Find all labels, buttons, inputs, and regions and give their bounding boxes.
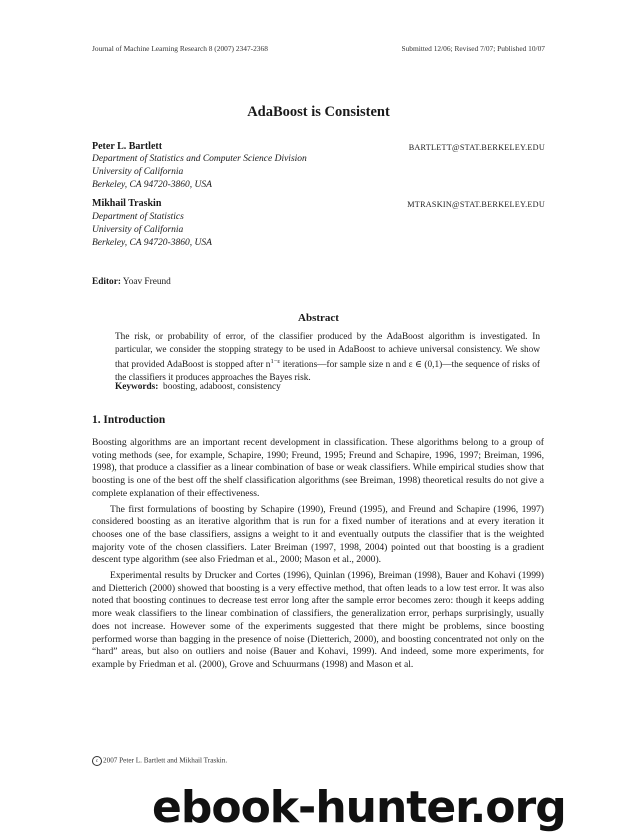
keywords-list: boosting, adaboost, consistency: [163, 382, 281, 392]
author-email-2: MTRASKIN@STAT.BERKELEY.EDU: [407, 200, 545, 209]
affiliation-line: Berkeley, CA 94720-3860, USA: [92, 180, 212, 190]
body-paragraph: Experimental results by Drucker and Cortes (1996), Quinlan (1996), Breiman (1998), Bauer and Kohavi (1999) and Dietterich (2000) showed that boosting is a very effective method, that often leads to a low test error. It was also noted that boosting continues to decrease test error long after the sample error becomes zero: though it keeps adding more weak classifiers to the linear combination of classifiers, the generalization error, perhaps surprisingly, usually does not increase. However some of the experiments suggested that there might be problems, since boosting performed worse than bagging in the presence of noise (Dietterich, 2000), and boosting concentrated not only on the “hard” areas, but also on outliers and noise (Bauer and Kohavi, 1999). And indeed, some more experiments, for example by Friedman et al. (2000), Grove and Schuurmans (1998) and Mason et al.: [92, 570, 544, 670]
author-name-1: Peter L. Bartlett: [92, 141, 163, 152]
body-paragraph: The first formulations of boosting by Schapire (1990), Freund (1995), and Freund and Schapire (1996, 1997) considered boosting as an iterative algorithm that is run for a fixed number of iterations and at every iteration it chooses one of the base classifiers, assigns a weight to it and eventually outputs the classifier that is the weighted majority vote of the chosen classifiers. Later Breiman (1997, 1998, 2004) pointed out that boosting is a gradient descent type algorithm (see also Friedman et al., 2000; Mason et al., 2000).: [92, 503, 544, 566]
affiliation-line: University of California: [92, 225, 184, 235]
affiliation-line: University of California: [92, 167, 184, 177]
author-email-1: BARTLETT@STAT.BERKELEY.EDU: [408, 143, 545, 152]
editor-label: Editor:: [92, 277, 121, 287]
author-affiliation-2: [92, 211, 212, 250]
editor-line: [92, 277, 171, 287]
watermark-text: ebook-hunter.org: [152, 782, 566, 833]
keywords-label: Keywords:: [115, 382, 159, 392]
abstract-text-part: The risk, or probability of error, of the classifier produced by the AdaBoost algorithm is investigated. In particular, we consider the stopping strategy to be used in AdaBoost to achieve universal consistency. We show that provided AdaBoost is stopped after n: [115, 332, 540, 371]
keywords-line: [115, 382, 281, 392]
body-paragraph: Boosting algorithms are an important recent development in classification. These algorithms belong to a group of voting methods (see, for example, Schapire, 1990; Freund, 1995; Freund and Schapire, 1996, 1997; Breiman, 1996, 1998), that produce a classifier as a linear combination of base or weak classifiers. While empirical studies show that boosting is one of the best off the shelf classification algorithms (see Breiman, 1998) theoretical results do not give a complete explanation of their effectiveness.: [92, 437, 544, 499]
author-name-2: Mikhail Traskin: [92, 198, 162, 209]
paper-title: AdaBoost is Consistent: [247, 104, 390, 120]
copyright-text: 2007 Peter L. Bartlett and Mikhail Traskin.: [103, 756, 228, 765]
affiliation-line: Department of Statistics: [92, 212, 184, 222]
section-body: [92, 437, 544, 672]
abstract-exponent: 1−ε: [270, 358, 281, 366]
journal-header: Journal of Machine Learning Research 8 (2007) 2347-2368: [92, 44, 268, 53]
affiliation-line: Department of Statistics and Computer Science Division: [92, 154, 307, 164]
abstract-text: [115, 331, 540, 384]
section-heading: 1. Introduction: [92, 414, 166, 426]
submission-dates: Submitted 12/06; Revised 7/07; Published 10/07: [401, 44, 545, 53]
affiliation-line: Berkeley, CA 94720-3860, USA: [92, 238, 212, 248]
abstract-heading: Abstract: [298, 312, 339, 324]
editor-name: Yoav Freund: [122, 277, 171, 287]
copyright-icon: c: [92, 756, 102, 766]
abstract-text-part: iterations—for sample size n and ε ∈ (0,1)—the sequence of risks of the classifiers it produces approaches the Bayes risk.: [115, 360, 541, 383]
copyright-footer: [92, 756, 227, 766]
author-affiliation-1: [92, 153, 307, 192]
